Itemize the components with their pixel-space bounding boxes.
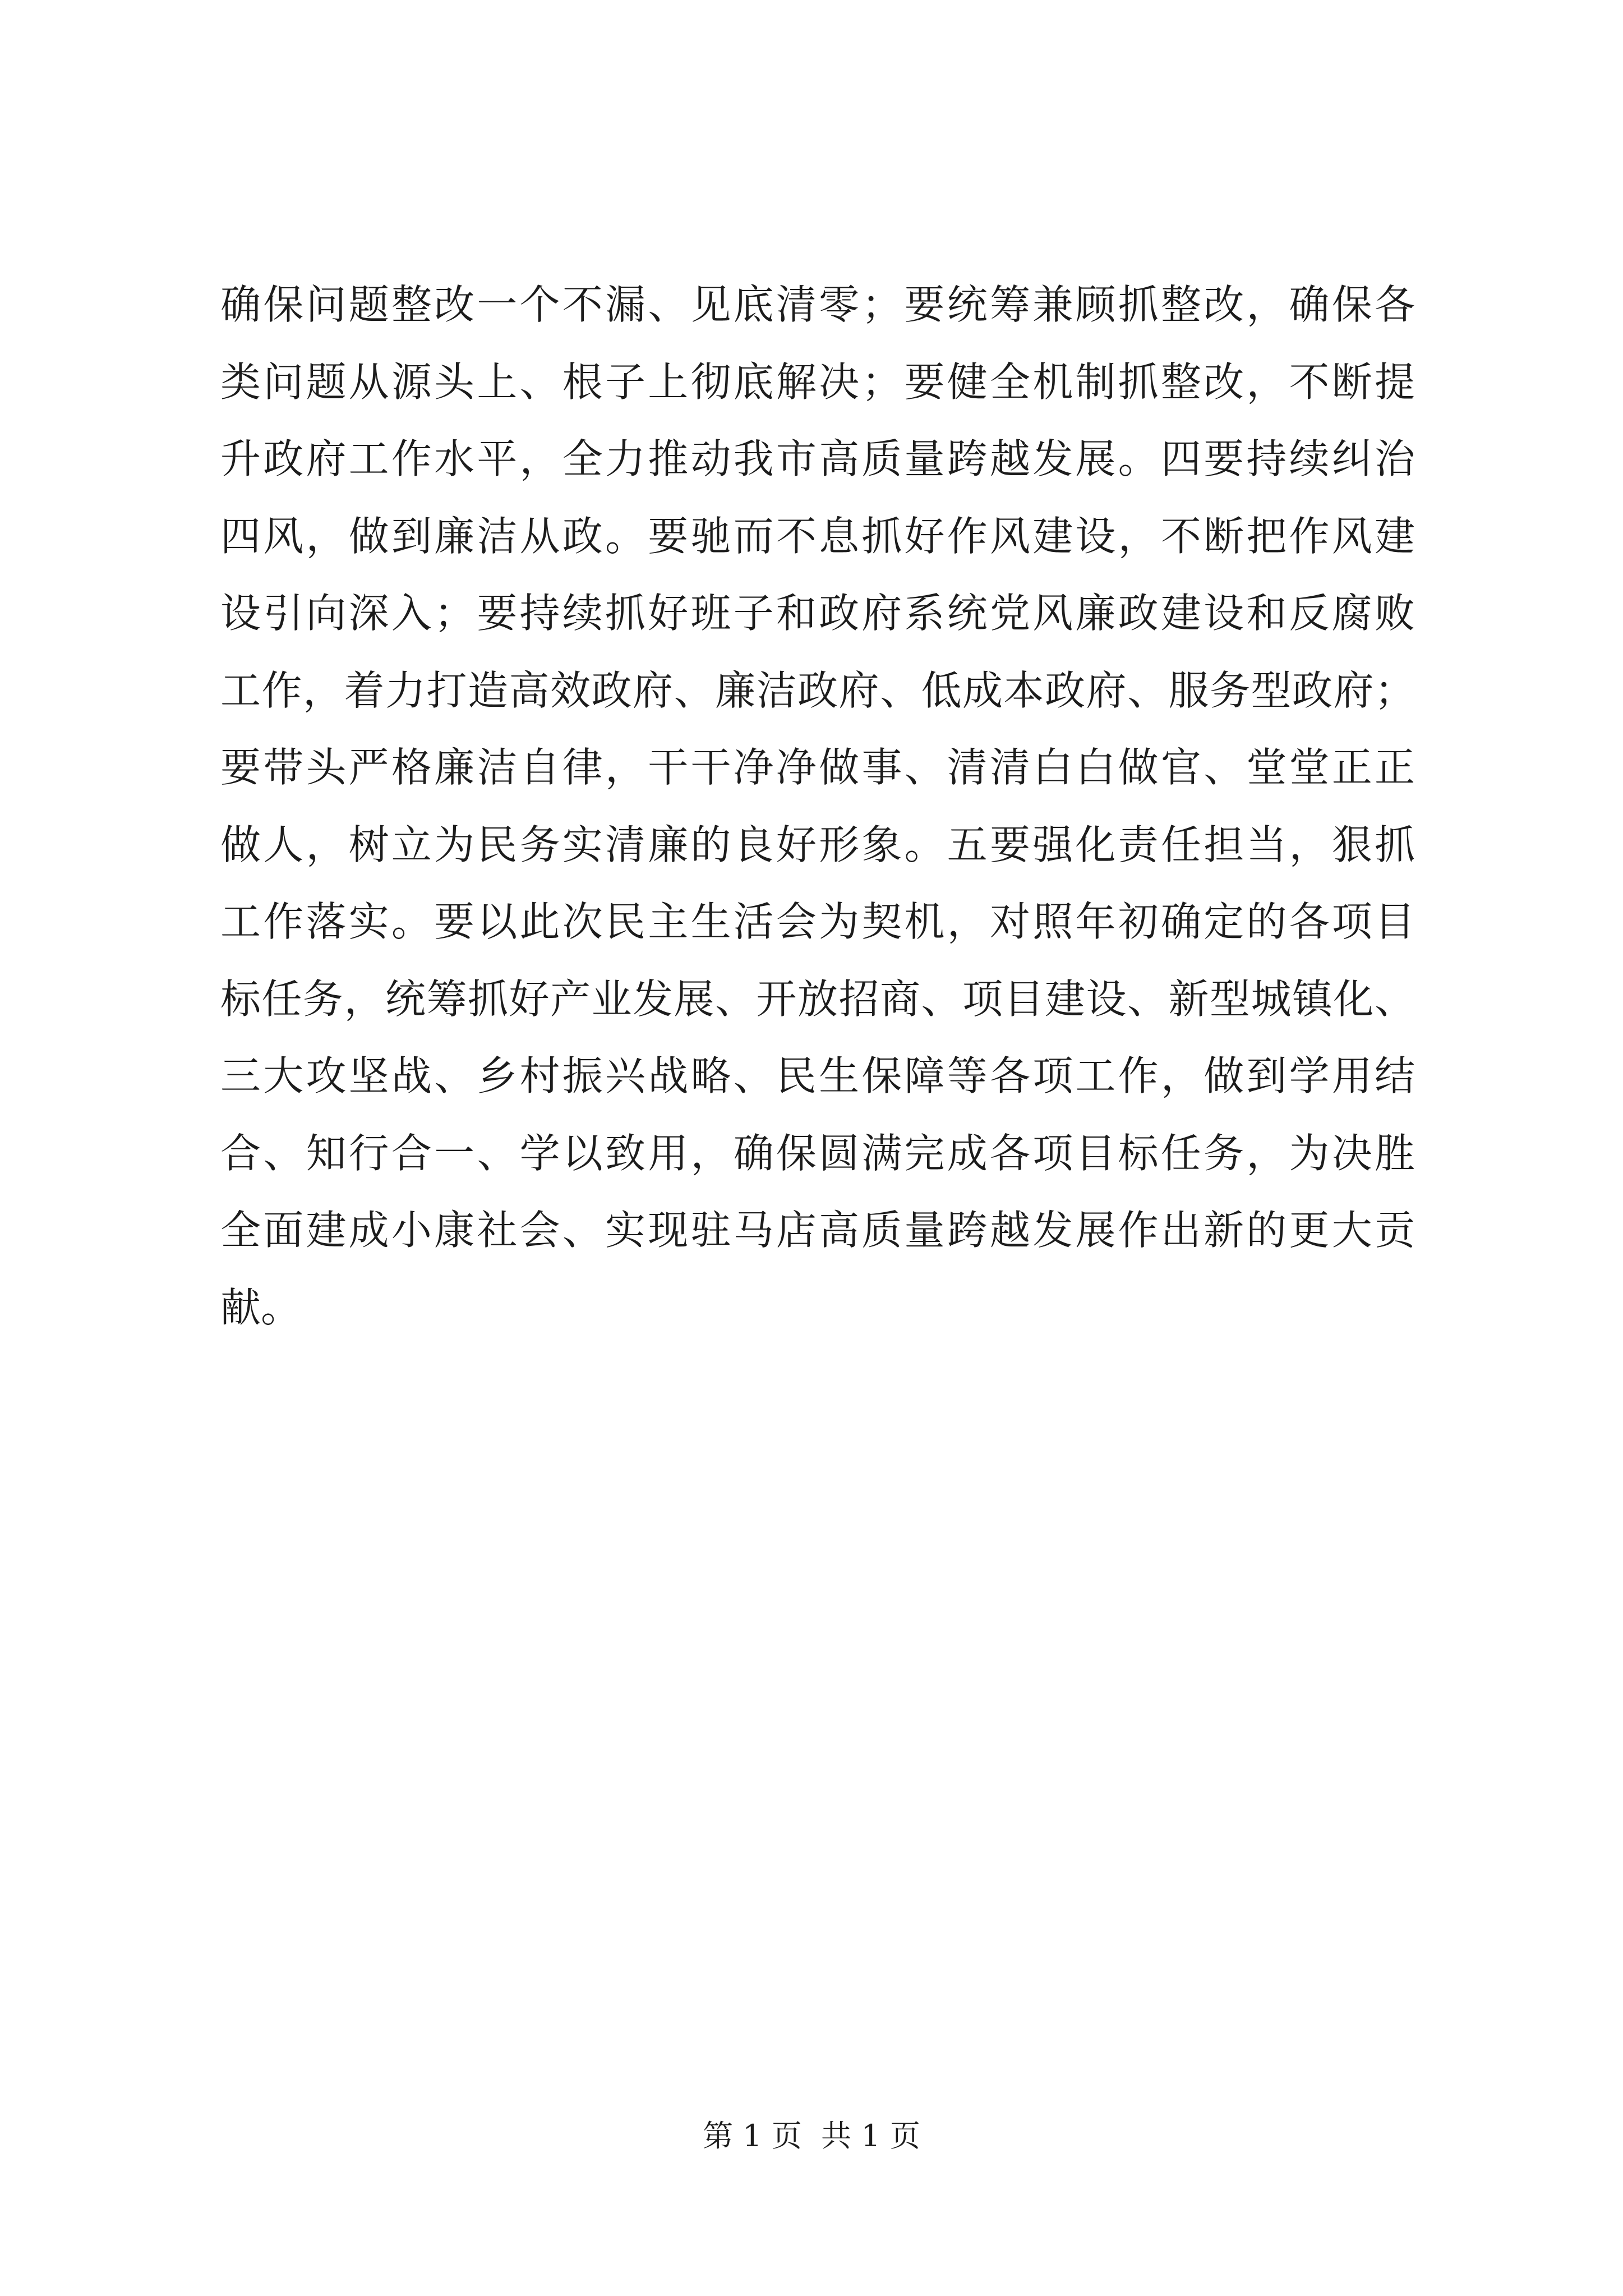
paragraph-line: 设引向深入；要持续抓好班子和政府系统党风廉政建设和反腐败 — [220, 590, 1415, 637]
body-paragraph — [220, 266, 1415, 1346]
paragraph-line: 工作落实。要以此次民主生活会为契机，对照年初确定的各项目 — [220, 898, 1415, 945]
paragraph-line: 工作，着力打造高效政府、廉洁政府、低成本政府、服务型政府； — [220, 666, 1415, 714]
paragraph-line: 四风，做到廉洁从政。要驰而不息抓好作风建设，不断把作风建 — [220, 512, 1415, 560]
paragraph-line: 升政府工作水平，全力推动我市高质量跨越发展。四要持续纠治 — [220, 435, 1415, 482]
paragraph-line: 三大攻坚战、乡村振兴战略、民生保障等各项工作，做到学用结 — [220, 1052, 1415, 1099]
paragraph-line: 要带头严格廉洁自律，干干净净做事、清清白白做官、堂堂正正 — [220, 744, 1415, 791]
paragraph-line: 标任务，统筹抓好产业发展、开放招商、项目建设、新型城镇化、 — [220, 975, 1415, 1023]
page-number-footer: 第 1 页 共 1 页 — [703, 2118, 920, 2154]
paragraph-line: 类问题从源头上、根子上彻底解决；要健全机制抓整改，不断提 — [220, 358, 1415, 406]
paragraph-line: 确保问题整改一个不漏、见底清零；要统筹兼顾抓整改，确保各 — [220, 281, 1415, 328]
paragraph-line: 合、知行合一、学以致用，确保圆满完成各项目标任务，为决胜 — [220, 1129, 1415, 1177]
paragraph-line: 献。 — [220, 1283, 302, 1331]
paragraph-line: 全面建成小康社会、实现驻马店高质量跨越发展作出新的更大贡 — [220, 1207, 1415, 1254]
paragraph-line: 做人，树立为民务实清廉的良好形象。五要强化责任担当，狠抓 — [220, 821, 1415, 868]
